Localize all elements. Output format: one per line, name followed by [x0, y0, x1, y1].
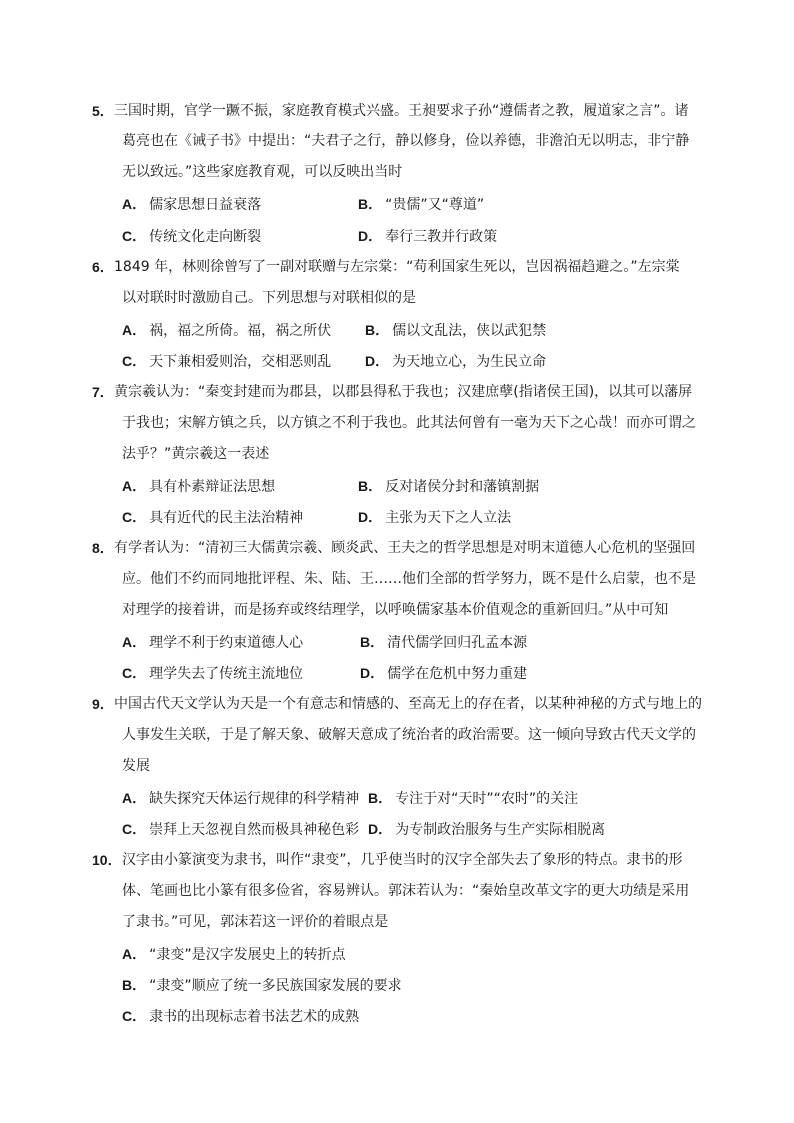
- question-8-stem-line-3: 对理学的接着讲，而是扬弃或终结理学，以呼唤儒家基本价值观念的重新回归。”从中可知: [122, 602, 669, 618]
- question-6-option-b[interactable]: B． 儒以文乱法，侠以武犯禁: [365, 322, 547, 339]
- question-7-option-a[interactable]: A． 具有朴素辩证法思想: [122, 478, 276, 495]
- question-7-option-b[interactable]: B． 反对诸侯分封和藩镇割据: [358, 478, 540, 495]
- question-7-number: 7．: [92, 384, 114, 400]
- question-10-stem-line-3: 了隶书。”可见，郭沫若这一评价的着眼点是: [122, 914, 389, 930]
- question-10-option-a[interactable]: A． “隶变”是汉字发展史上的转折点: [122, 946, 346, 963]
- question-8-option-b[interactable]: B． 清代儒学回归孔孟本源: [360, 634, 528, 651]
- question-8-option-d[interactable]: D． 儒学在危机中努力重建: [360, 665, 528, 682]
- question-9-option-c[interactable]: C． 崇拜上天忽视自然而极具神秘色彩: [122, 821, 360, 838]
- question-5-option-b[interactable]: B． “贵儒”又“尊道”: [358, 196, 485, 213]
- question-5-stem-line-2: 葛亮也在《诫子书》中提出：“夫君子之行，静以修身，俭以养德，非澹泊无以明志，非宁静: [122, 133, 690, 149]
- question-8-stem-line-2: 应。他们不约而同地批评程、朱、陆、王……他们全部的哲学努力，既不是什么启蒙，也不是: [122, 571, 696, 587]
- question-7-option-c[interactable]: C． 具有近代的民主法治精神: [122, 509, 304, 526]
- question-5-option-a[interactable]: A． 儒家思想日益衰落: [122, 196, 262, 213]
- question-10-option-c[interactable]: C． 隶书的出现标志着书法艺术的成熟: [122, 1008, 360, 1025]
- question-6-option-c[interactable]: C． 天下兼相爱则治，交相恶则乱: [122, 353, 332, 370]
- question-9-stem-line-3: 发展: [122, 758, 150, 774]
- question-7-stem-line-2: 于我也；宋解方镇之兵，以方镇之不利于我也。此其法何曾有一毫为天下之心哉！而亦可谓之: [122, 415, 696, 431]
- question-7-stem-line-3: 法乎？”黄宗羲这一表述: [122, 446, 270, 462]
- question-6-number: 6．: [92, 259, 114, 275]
- question-9-stem-line-1: 中国古代天文学认为天是一个有意志和情感的、至高无上的存在者，以某种神秘的方式与地上的: [114, 696, 702, 712]
- question-10-option-b[interactable]: B． “隶变”顺应了统一多民族国家发展的要求: [122, 977, 402, 994]
- question-9-number: 9．: [92, 696, 114, 712]
- question-10-number: 10．: [92, 852, 122, 868]
- question-5-option-c[interactable]: C． 传统文化走向断裂: [122, 228, 262, 245]
- question-6-option-a[interactable]: A． 祸，福之所倚。福，祸之所伏: [122, 322, 332, 339]
- question-5-option-d[interactable]: D． 奉行三教并行政策: [358, 228, 498, 245]
- question-5-number: 5．: [92, 103, 114, 119]
- question-7-option-d[interactable]: D． 主张为天下之人立法: [358, 509, 512, 526]
- question-6-stem-line-1: 1849 年，林则徐曾写了一副对联赠与左宗棠：“苟利国家生死以，岂因祸福趋避之。”左宗棠: [114, 259, 680, 275]
- question-6-option-d[interactable]: D． 为天地立心，为生民立命: [365, 353, 547, 370]
- question-9-option-a[interactable]: A． 缺失探究天体运行规律的科学精神: [122, 790, 360, 807]
- question-8-option-c[interactable]: C． 理学失去了传统主流地位: [122, 665, 304, 682]
- question-8-option-a[interactable]: A． 理学不利于约束道德人心: [122, 634, 304, 651]
- question-10-stem-line-1: 汉字由小篆演变为隶书，叫作“隶变”，几乎使当时的汉字全部失去了象形的特点。隶书的形: [122, 852, 683, 868]
- question-7-stem-line-1: 黄宗羲认为：“秦变封建而为郡县，以郡县得私于我也；汉建庶孽(指诸侯王国)，以其可以藩屏: [114, 384, 693, 400]
- question-10-stem-line-2: 体、笔画也比小篆有很多俭省，容易辨认。郭沫若认为：“秦始皇改革文字的更大功绩是采用: [122, 883, 690, 899]
- question-9-option-b[interactable]: B． 专注于对“天时”“农时”的关注: [368, 790, 579, 807]
- question-8-stem-line-1: 有学者认为：“清初三大儒黄宗羲、顾炎武、王夫之的哲学思想是对明末道德人心危机的坚强回: [114, 540, 696, 556]
- question-5-stem-line-1: 三国时期，官学一蹶不振，家庭教育模式兴盛。王昶要求子孙“遵儒者之教，履道家之言”。诸: [114, 103, 689, 119]
- question-6-stem-line-2: 以对联时时激励自己。下列思想与对联相似的是: [122, 290, 416, 306]
- question-9-stem-line-2: 人事发生关联，于是了解天象、破解天意成了统治者的政治需要。这一倾向导致古代天文学的: [122, 727, 696, 743]
- question-9-option-d[interactable]: D． 为专制政治服务与生产实际相脱离: [368, 821, 606, 838]
- question-5-stem-line-3: 无以致远。”这些家庭教育观，可以反映出当时: [122, 164, 403, 180]
- question-8-number: 8．: [92, 540, 114, 556]
